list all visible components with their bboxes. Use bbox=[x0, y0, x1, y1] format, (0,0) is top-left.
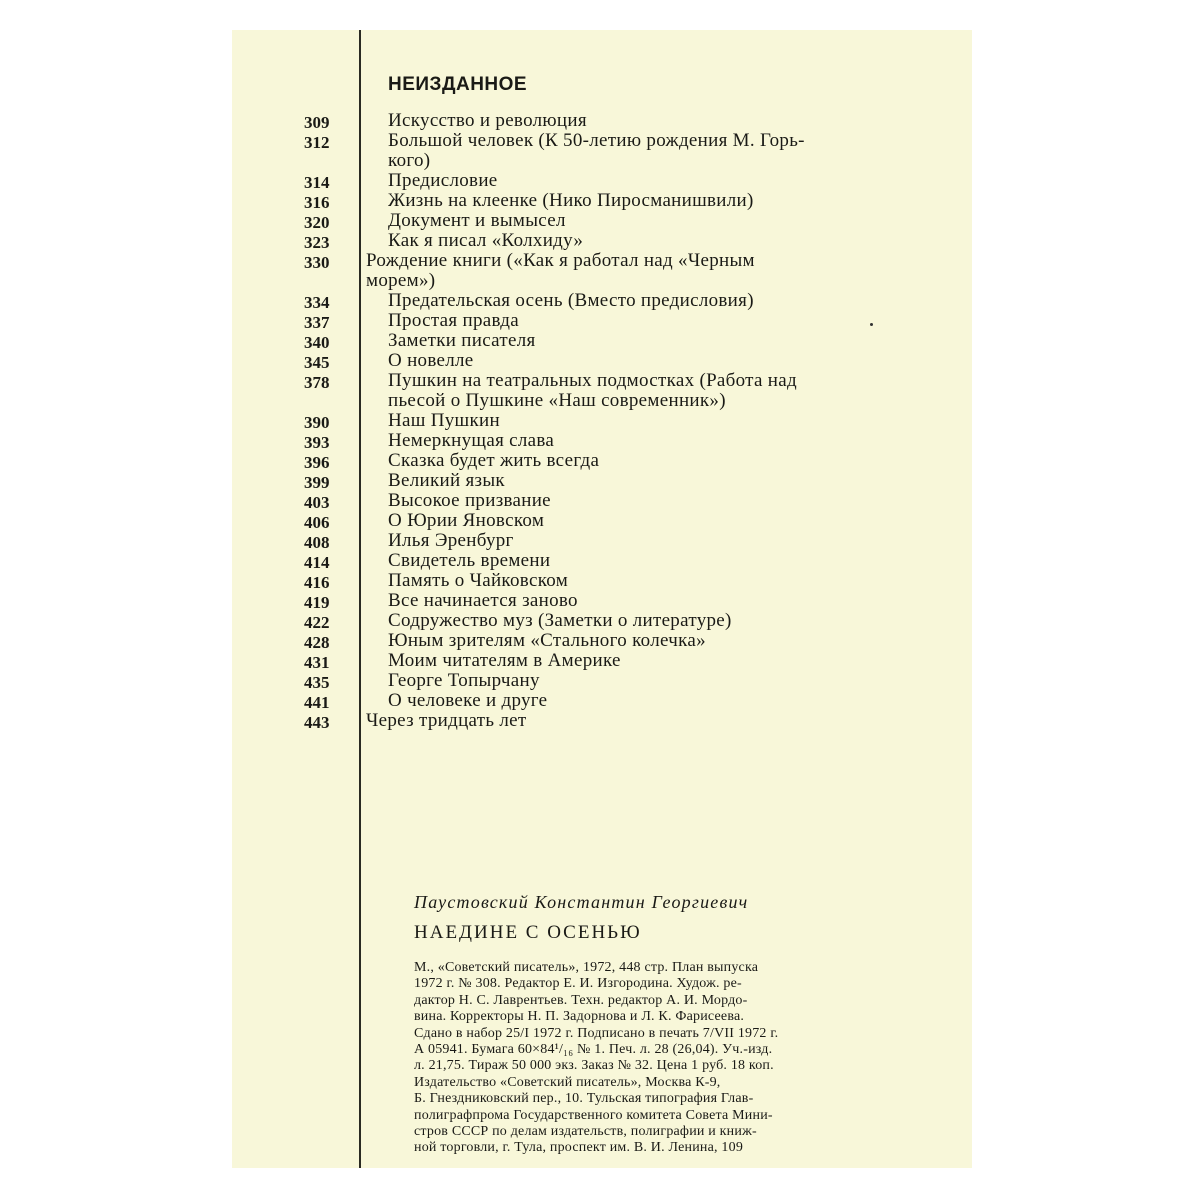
toc-page-number: 345 bbox=[304, 353, 330, 372]
toc-entry-title: Все начинается заново bbox=[388, 590, 578, 611]
toc-entry bbox=[232, 311, 972, 331]
toc-page-number: 340 bbox=[304, 333, 330, 352]
toc-entry-title: Сказка будет жить всегда bbox=[388, 450, 600, 471]
toc-entry bbox=[232, 491, 972, 511]
toc-entry-title: О человеке и друге bbox=[388, 690, 548, 711]
toc-entry bbox=[232, 551, 972, 571]
toc-entry bbox=[232, 651, 972, 671]
toc-entry bbox=[232, 351, 972, 371]
toc-page-number: 403 bbox=[304, 493, 330, 512]
toc-entry-title: Немеркнущая слава bbox=[388, 430, 555, 451]
toc-entry-title: Память о Чайковском bbox=[388, 570, 569, 591]
toc-entry bbox=[232, 291, 972, 311]
toc-entry-title: Документ и вымысел bbox=[388, 210, 566, 231]
ink-speck bbox=[870, 323, 873, 326]
toc-page-number: 431 bbox=[304, 653, 330, 672]
toc-page-number: 337 bbox=[304, 313, 330, 332]
toc-entry bbox=[232, 671, 972, 691]
toc-page-number: 316 bbox=[304, 193, 330, 212]
toc-entry bbox=[232, 411, 972, 431]
toc-page-number: 419 bbox=[304, 593, 330, 612]
toc-page-number: 428 bbox=[304, 633, 330, 652]
toc-entry-title: Моим читателям в Америке bbox=[388, 650, 621, 671]
section-title: НЕИЗДАННОЕ bbox=[388, 74, 528, 95]
toc-page-number: 443 bbox=[304, 713, 330, 732]
book-title: НАЕДИНЕ С ОСЕНЬЮ bbox=[414, 922, 642, 943]
toc-entry-title: Через тридцать лет bbox=[366, 710, 527, 731]
toc-entry-title: Пушкин на театральных подмостках (Работа над пьесой о Пушкине «Наш современник») bbox=[388, 370, 797, 411]
toc-page-number: 323 bbox=[304, 233, 330, 252]
toc-page-number: 314 bbox=[304, 173, 330, 192]
toc-entry-title: Простая правда bbox=[388, 310, 519, 331]
toc-entry-title: Предательская осень (Вместо предисловия) bbox=[388, 290, 754, 311]
toc-entry bbox=[232, 571, 972, 591]
imprint-text: М., «Советский писатель», 1972, 448 стр. План выпуска 1972 г. № 308. Редактор Е. И. Изгородина. Худож. ре- дактор Н. С. Лаврентьев. Техн. редактор А. И. Мордо- вина. Корректоры Н. П. Задорнова и Л. К. Фарисеева. Сдано в набор 25/I 1972 г. Подписано в печать 7/VII 1972 г. А 05941. Бумага 60×84¹/₁₆ № 1. Печ. л. 28 (26,04). Уч.-изд. л. 21,75. Тираж 50 000 экз. Заказ № 32. Цена 1 руб. 18 коп. Издательство «Советский писатель», Москва К-9, Б. Гнездниковский пер., 10. Тульская типография Глав- полиграфпрома Государственного комитета Совета Мини- стров СССР по делам издательств, полиграфии и книж- ной торговли, г. Тула, проспект им. В. И. Ленина, 109 bbox=[414, 960, 779, 1156]
toc-entry-title: Рождение книги («Как я работал над «Черным морем») bbox=[366, 250, 755, 291]
toc-entry-title: Как я писал «Колхиду» bbox=[388, 230, 584, 251]
toc-page-number: 320 bbox=[304, 213, 330, 232]
author-name: Паустовский Константин Георгиевич bbox=[414, 892, 749, 912]
toc-entry bbox=[232, 471, 972, 491]
toc-entry bbox=[232, 331, 972, 351]
toc-entry-title: Великий язык bbox=[388, 470, 505, 491]
toc-entry bbox=[232, 211, 972, 231]
toc-entry-title: О новелле bbox=[388, 350, 474, 371]
toc-entry bbox=[232, 451, 972, 471]
toc-entry bbox=[232, 371, 972, 411]
toc-page-number: 406 bbox=[304, 513, 330, 532]
toc-entry-title: Илья Эренбург bbox=[388, 530, 514, 551]
toc-entry-title: Юным зрителям «Стального колечка» bbox=[388, 630, 706, 651]
toc-page-number: 399 bbox=[304, 473, 330, 492]
toc-entry-title: Наш Пушкин bbox=[388, 410, 500, 431]
toc-entry-title: Заметки писателя bbox=[388, 330, 536, 351]
table-of-contents bbox=[232, 111, 972, 731]
toc-entry bbox=[232, 191, 972, 211]
toc-entry bbox=[232, 131, 972, 171]
toc-page-number: 309 bbox=[304, 113, 330, 132]
toc-entry-title: Высокое призвание bbox=[388, 490, 551, 511]
toc-page-number: 393 bbox=[304, 433, 330, 452]
toc-entry-title: О Юрии Яновском bbox=[388, 510, 545, 531]
toc-entry bbox=[232, 511, 972, 531]
toc-entry bbox=[232, 591, 972, 611]
toc-entry-title: Искусство и революция bbox=[388, 110, 587, 131]
toc-page-number: 414 bbox=[304, 553, 330, 572]
toc-entry bbox=[232, 711, 972, 731]
toc-entry bbox=[232, 611, 972, 631]
toc-page-number: 435 bbox=[304, 673, 330, 692]
toc-entry-title: Свидетель времени bbox=[388, 550, 551, 571]
toc-entry bbox=[232, 231, 972, 251]
toc-page-number: 396 bbox=[304, 453, 330, 472]
toc-page-number: 416 bbox=[304, 573, 330, 592]
toc-page-number: 422 bbox=[304, 613, 330, 632]
toc-entry bbox=[232, 631, 972, 651]
toc-entry bbox=[232, 111, 972, 131]
toc-page-number: 408 bbox=[304, 533, 330, 552]
toc-entry bbox=[232, 171, 972, 191]
toc-page-number: 312 bbox=[304, 133, 330, 152]
toc-entry-title: Жизнь на клеенке (Нико Пиросманишвили) bbox=[388, 190, 754, 211]
toc-page-number: 390 bbox=[304, 413, 330, 432]
toc-entry bbox=[232, 431, 972, 451]
toc-page-number: 378 bbox=[304, 373, 330, 392]
toc-entry-title: Содружество муз (Заметки о литературе) bbox=[388, 610, 732, 631]
toc-entry bbox=[232, 691, 972, 711]
book-page bbox=[232, 30, 972, 1168]
toc-page-number: 441 bbox=[304, 693, 330, 712]
toc-page-number: 330 bbox=[304, 253, 330, 272]
toc-page-number: 334 bbox=[304, 293, 330, 312]
toc-entry-title: Предисловие bbox=[388, 170, 498, 191]
toc-entry-title: Большой человек (К 50-летию рождения М. Горь- кого) bbox=[388, 130, 805, 171]
toc-entry bbox=[232, 531, 972, 551]
toc-entry bbox=[232, 251, 972, 291]
toc-entry-title: Георге Топырчану bbox=[388, 670, 540, 691]
